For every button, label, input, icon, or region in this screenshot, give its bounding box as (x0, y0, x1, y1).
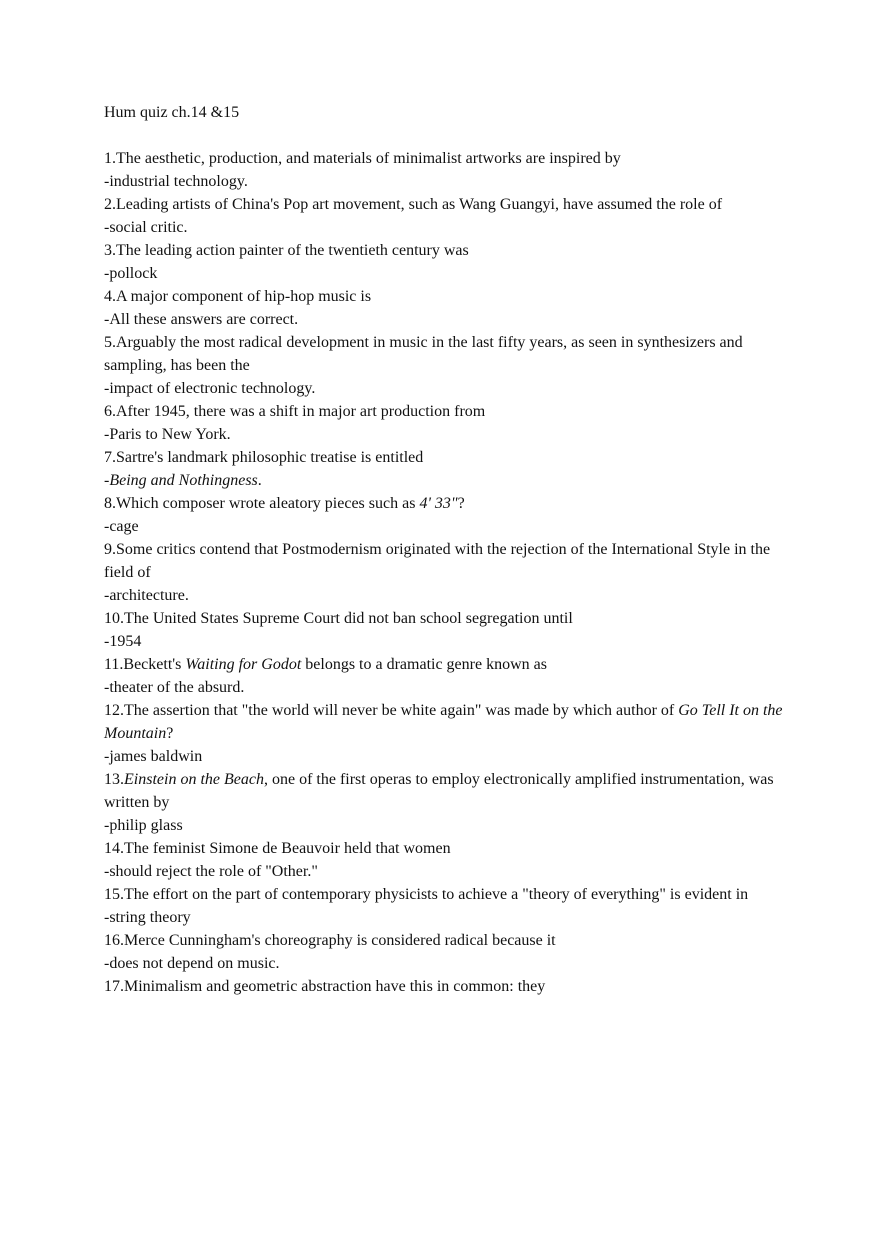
text-segment: -does not depend on music. (104, 955, 280, 972)
text-segment: -1954 (104, 633, 142, 650)
answer-line (104, 676, 794, 699)
text-segment: ? (457, 495, 465, 512)
text-segment: 17.Minimalism and geometric abstraction have this in common: they (104, 978, 546, 995)
answer-line (104, 469, 794, 492)
text-segment: -social critic. (104, 219, 188, 236)
italic-title: Einstein on the Beach (124, 771, 264, 788)
question-line (104, 193, 794, 216)
question-line (104, 239, 794, 262)
text-segment: 5.Arguably the most radical development in music in the last fifty years, as seen in synthesizers and sampling, has been the (104, 334, 743, 374)
text-segment: 13. (104, 771, 124, 788)
text-segment: 12.The assertion that "the world will never be white again" was made by which author of (104, 702, 679, 719)
text-segment: belongs to a dramatic genre known as (301, 656, 547, 673)
text-segment: 3.The leading action painter of the twentieth century was (104, 242, 469, 259)
italic-title: Go Tell It on the Mountain (104, 702, 783, 742)
answer-line (104, 630, 794, 653)
question-line (104, 147, 794, 170)
quiz-lines (104, 147, 794, 998)
question-line (104, 285, 794, 308)
question-line (104, 768, 794, 814)
text-segment: 1.The aesthetic, production, and materials of minimalist artworks are inspired by (104, 150, 621, 167)
answer-line (104, 906, 794, 929)
text-segment: 16.Merce Cunningham's choreography is considered radical because it (104, 932, 556, 949)
text-segment: -industrial technology. (104, 173, 248, 190)
text-segment: -string theory (104, 909, 191, 926)
question-line (104, 837, 794, 860)
answer-line (104, 377, 794, 400)
answer-line (104, 170, 794, 193)
text-segment: -pollock (104, 265, 158, 282)
text-segment: 9.Some critics contend that Postmodernism originated with the rejection of the International Style in the field of (104, 541, 771, 581)
answer-line (104, 584, 794, 607)
text-segment: 7.Sartre's landmark philosophic treatise is entitled (104, 449, 424, 466)
text-segment: - (104, 472, 110, 489)
answer-line (104, 423, 794, 446)
italic-title: Waiting for Godot (185, 656, 302, 673)
text-segment: -theater of the absurd. (104, 679, 245, 696)
text-segment: 11.Beckett's (104, 656, 186, 673)
text-segment: 8.Which composer wrote aleatory pieces such as (104, 495, 420, 512)
question-line (104, 538, 794, 584)
question-line (104, 607, 794, 630)
question-line (104, 699, 794, 745)
question-line (104, 975, 794, 998)
text-segment: -should reject the role of "Other." (104, 863, 318, 880)
question-line (104, 400, 794, 423)
answer-line (104, 515, 794, 538)
quiz-document (104, 101, 794, 998)
text-segment: -architecture. (104, 587, 189, 604)
question-line (104, 492, 794, 515)
question-line (104, 929, 794, 952)
answer-line (104, 860, 794, 883)
answer-line (104, 952, 794, 975)
question-line (104, 653, 794, 676)
text-segment: -impact of electronic technology. (104, 380, 316, 397)
text-segment: 2.Leading artists of China's Pop art movement, such as Wang Guangyi, have assumed the role of (104, 196, 723, 213)
text-segment: -philip glass (104, 817, 183, 834)
text-segment: 4.A major component of hip-hop music is (104, 288, 372, 305)
text-segment: -james baldwin (104, 748, 203, 765)
question-line (104, 883, 794, 906)
question-line (104, 446, 794, 469)
text-segment: -Paris to New York. (104, 426, 231, 443)
text-segment: 15.The effort on the part of contemporary physicists to achieve a "theory of everything" is evident in (104, 886, 749, 903)
text-segment: . (257, 472, 262, 489)
text-segment: -All these answers are correct. (104, 311, 299, 328)
text-segment: -cage (104, 518, 139, 535)
italic-title: Being and Nothingness (109, 472, 258, 489)
answer-line (104, 308, 794, 331)
question-line (104, 331, 794, 377)
answer-line (104, 262, 794, 285)
text-segment: 10.The United States Supreme Court did not ban school segregation until (104, 610, 573, 627)
answer-line (104, 745, 794, 768)
answer-line (104, 814, 794, 837)
text-segment: 6.After 1945, there was a shift in major art production from (104, 403, 486, 420)
answer-line (104, 216, 794, 239)
text-segment: 14.The feminist Simone de Beauvoir held that women (104, 840, 451, 857)
page-title: Hum quiz ch.14 &15 (104, 104, 240, 121)
text-segment: , one of the first operas to employ electronically amplified instrumentation, was written by (104, 771, 774, 811)
text-segment: ? (166, 725, 174, 742)
italic-title: 4' 33" (419, 495, 458, 512)
